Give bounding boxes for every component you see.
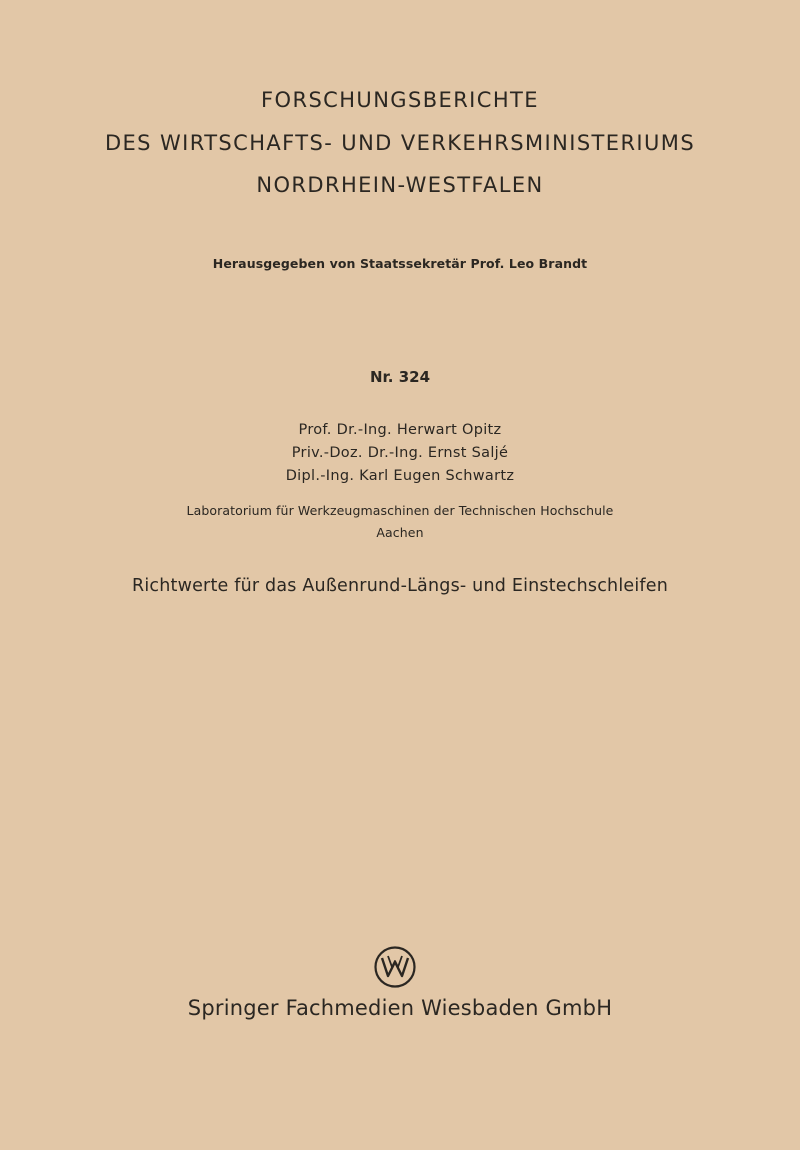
series-title-line-2: DES WIRTSCHAFTS- UND VERKEHRSMINISTERIUMS bbox=[104, 131, 696, 155]
institution-line-1: Laboratorium für Werkzeugmaschinen der Technischen Hochschule bbox=[186, 503, 614, 518]
institution-line-2: Aachen bbox=[376, 525, 424, 540]
book-title: Richtwerte für das Außenrund-Längs- und Einstechschleifen bbox=[131, 576, 669, 596]
author-2: Priv.-Doz. Dr.-Ing. Ernst Saljé bbox=[291, 445, 509, 461]
volume-number: Nr. 324 bbox=[369, 368, 431, 386]
editor-credit: Herausgegeben von Staatssekretär Prof. Leo Brandt bbox=[212, 256, 588, 271]
author-1: Prof. Dr.-Ing. Herwart Opitz bbox=[298, 422, 502, 438]
author-3: Dipl.-Ing. Karl Eugen Schwartz bbox=[285, 468, 515, 484]
publisher-name: Springer Fachmedien Wiesbaden GmbH bbox=[187, 996, 613, 1020]
springer-logo-icon bbox=[373, 945, 417, 989]
series-title-line-1: FORSCHUNGSBERICHTE bbox=[261, 88, 539, 112]
series-title-line-3: NORDRHEIN-WESTFALEN bbox=[256, 173, 544, 197]
